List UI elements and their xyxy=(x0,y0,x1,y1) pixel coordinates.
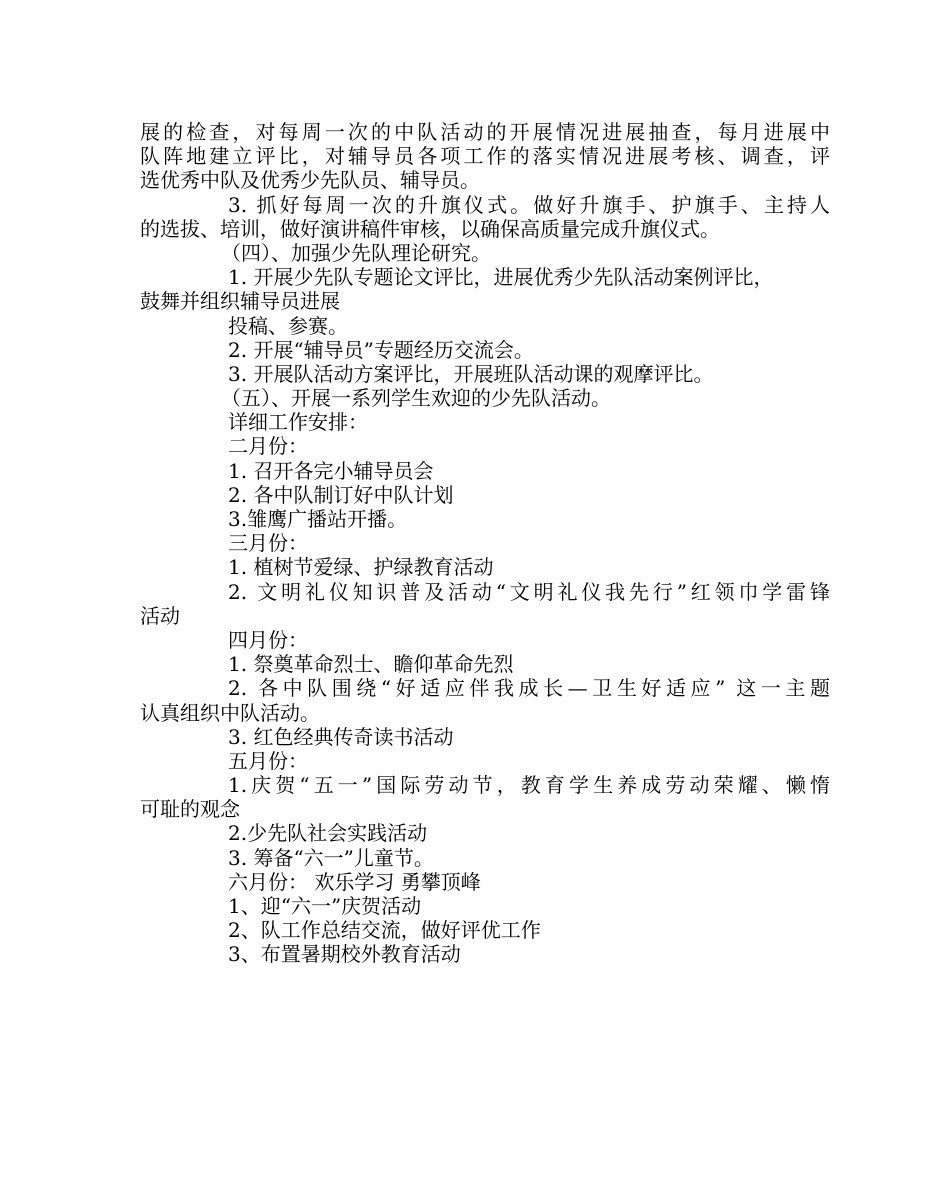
body-line: 队阵地建立评比，对辅导员各项工作的落实情况进展考核、调查，评 xyxy=(140,144,830,169)
list-item: 2. 文明礼仪知识普及活动“文明礼仪我先行”红领巾学雷锋 xyxy=(228,579,830,604)
body-line: 投稿、参赛。 xyxy=(228,313,348,338)
section-heading: （五）、开展一系列学生欢迎的少先队活动。 xyxy=(221,386,611,411)
body-line: 活动 xyxy=(140,603,180,628)
document-body xyxy=(140,120,830,967)
month-heading: 三月份： xyxy=(228,531,308,556)
list-item: 3.雏鹰广播站开播。 xyxy=(228,507,408,531)
list-item: 3、布置暑期校外教育活动 xyxy=(228,942,461,967)
body-line: 展的检查，对每周一次的中队活动的开展情况进展抽查，每月进展中 xyxy=(140,120,830,144)
list-item: 2. 各中队围绕“好适应伴我成长—卫生好适应” 这一主题 xyxy=(228,676,830,701)
list-item: 1. 植树节爱绿、护绿教育活动 xyxy=(228,555,494,580)
list-item: 1. 开展少先队专题论文评比，进展优秀少先队活动案例评比， xyxy=(228,265,774,290)
month-heading: 五月份： xyxy=(228,748,308,773)
body-line: 的选拔、培训，做好演讲稿件审核，以确保高质量完成升旗仪式。 xyxy=(140,216,720,241)
month-heading: 二月份： xyxy=(228,434,308,459)
list-item: 2.少先队社会实践活动 xyxy=(228,821,428,846)
list-item: 1.庆贺“五一”国际劳动节，教育学生养成劳动荣耀、懒惰 xyxy=(228,773,830,798)
list-item: 2. 各中队制订好中队计划 xyxy=(228,482,454,507)
body-line: 鼓舞并组织辅导员进展 xyxy=(140,289,340,314)
list-item: 3. 抓好每周一次的升旗仪式。做好升旗手、护旗手、主持人 xyxy=(228,192,830,217)
list-item: 3. 筹备“六一”儿童节。 xyxy=(228,845,434,870)
body-line: 认真组织中队活动。 xyxy=(140,700,320,725)
subheading: 详细工作安排： xyxy=(228,410,368,435)
body-line: 选优秀中队及优秀少先队员、辅导员。 xyxy=(140,168,480,193)
month-heading: 六月份： 欢乐学习 勇攀顶峰 xyxy=(228,869,481,894)
list-item: 2、队工作总结交流，做好评优工作 xyxy=(228,918,541,943)
body-line: 可耻的观念 xyxy=(140,797,240,822)
list-item: 1、迎“六一”庆贺活动 xyxy=(228,894,422,918)
list-item: 1. 召开各完小辅导员会 xyxy=(228,458,434,483)
list-item: 1. 祭奠革命烈士、瞻仰革命先烈 xyxy=(228,652,514,677)
list-item: 2. 开展“辅导员”专题经历交流会。 xyxy=(228,337,534,362)
list-item: 3. 开展队活动方案评比，开展班队活动课的观摩评比。 xyxy=(228,361,714,386)
section-heading: （四）、加强少先队理论研究。 xyxy=(221,240,491,265)
list-item: 3. 红色经典传奇读书活动 xyxy=(228,724,454,749)
month-heading: 四月份： xyxy=(228,627,308,652)
